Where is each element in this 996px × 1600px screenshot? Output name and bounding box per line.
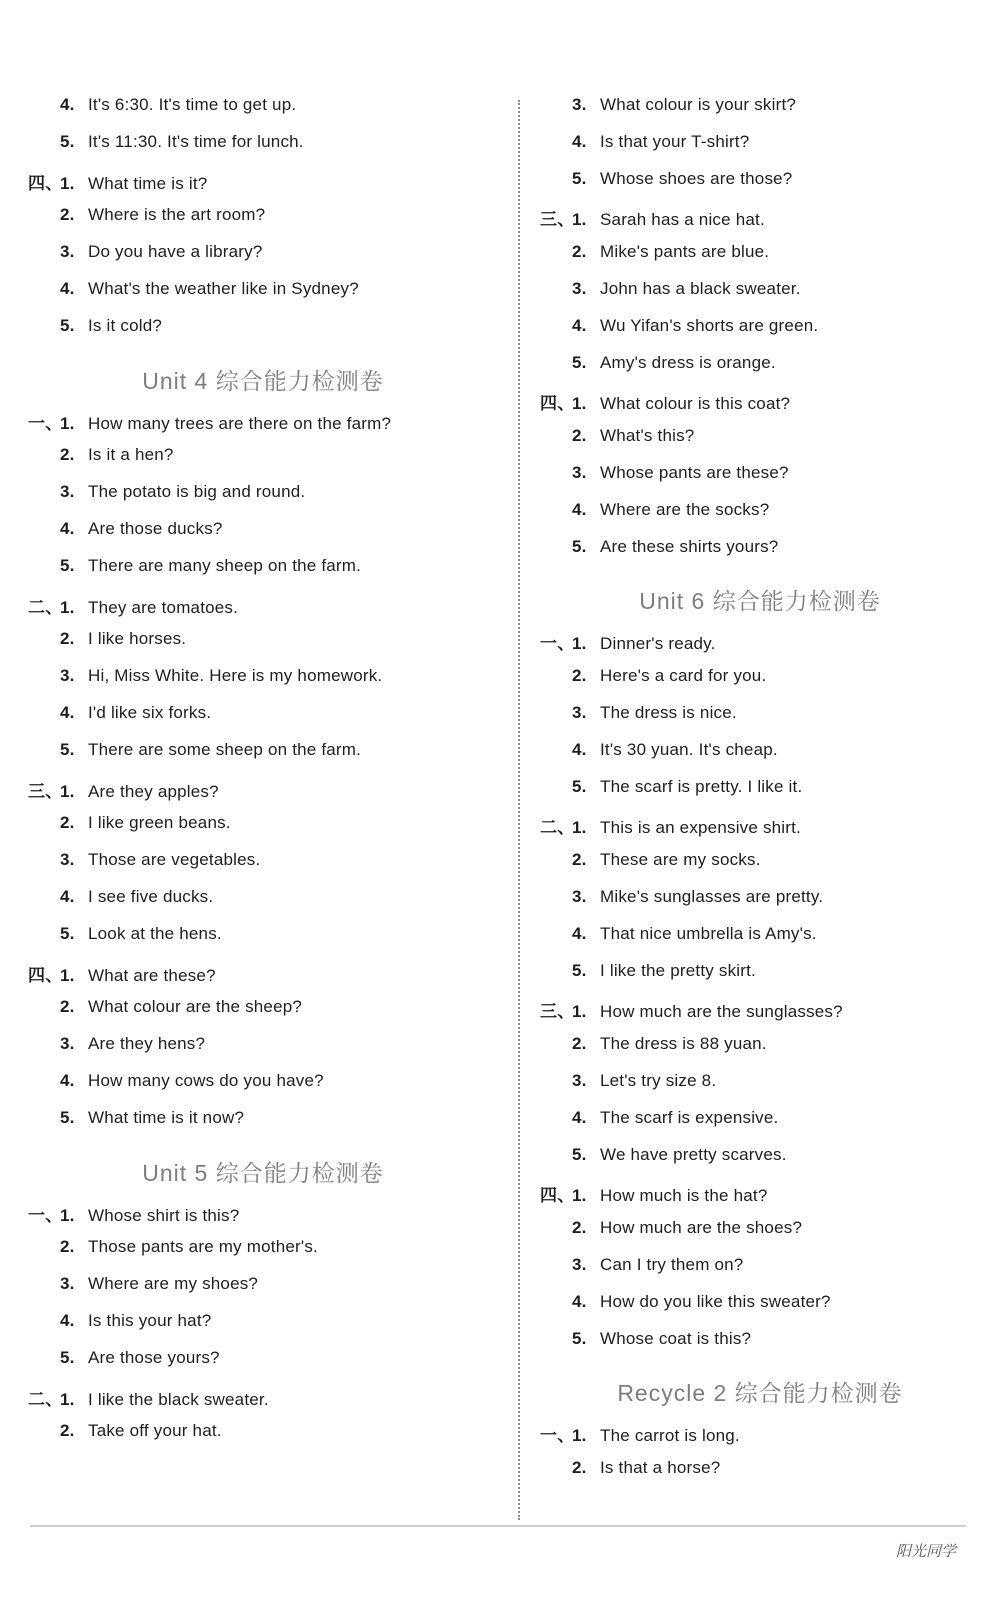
item-number: 1.: [572, 1186, 587, 1206]
answer-item: [28, 997, 498, 1034]
answer-text: Is it cold?: [88, 315, 163, 335]
answer-text: What time is it?: [88, 173, 208, 193]
answer-item: [28, 777, 498, 814]
answer-item: [540, 1218, 980, 1255]
item-number: 5.: [572, 168, 587, 188]
answer-item: [540, 777, 980, 814]
item-number: 4.: [572, 1107, 587, 1127]
item-number: 1.: [60, 781, 75, 801]
answer-text: How many trees are there on the farm?: [88, 413, 392, 433]
answer-text: Are those ducks?: [88, 518, 223, 538]
answer-text: Can I try them on?: [600, 1254, 744, 1274]
right-answer-column: [540, 95, 980, 1495]
answer-item: [540, 1255, 980, 1292]
answer-item: [540, 629, 980, 666]
section-marker: 四、: [540, 394, 575, 414]
item-number: 1.: [572, 210, 587, 230]
item-number: 5.: [60, 923, 75, 943]
answer-item: [540, 666, 980, 703]
answer-item: [28, 629, 498, 666]
item-number: 3.: [60, 1274, 75, 1294]
answer-item: [540, 279, 980, 316]
answer-text: Amy's dress is orange.: [600, 352, 776, 372]
item-number: 1.: [572, 1426, 587, 1446]
section-marker: 三、: [28, 781, 63, 801]
answer-text: I like the black sweater.: [88, 1389, 269, 1409]
answer-item: [540, 1181, 980, 1218]
section-marker: 四、: [28, 173, 63, 193]
answer-item: [28, 740, 498, 777]
item-number: 2.: [60, 1421, 75, 1441]
answer-item: [28, 279, 498, 316]
item-number: 1.: [572, 634, 587, 654]
answer-item: [540, 1292, 980, 1329]
item-number: 3.: [60, 242, 75, 262]
answer-text: What colour is this coat?: [600, 394, 791, 414]
section-title: Unit 6 综合能力检测卷: [639, 588, 881, 615]
answer-item: [28, 887, 498, 924]
answer-text: Is this your hat?: [88, 1310, 212, 1330]
answer-item: [540, 813, 980, 850]
section-title: Unit 5 综合能力检测卷: [142, 1159, 384, 1186]
answer-item: [540, 1458, 980, 1495]
item-number: 2.: [60, 813, 75, 833]
answer-item: [540, 703, 980, 740]
item-number: 4.: [60, 278, 75, 298]
answer-item: [540, 426, 980, 463]
item-number: 1.: [60, 1389, 75, 1409]
answer-text: Sarah has a nice hat.: [600, 210, 765, 230]
answer-item: [28, 961, 498, 998]
item-number: 3.: [60, 850, 75, 870]
item-number: 2.: [572, 1034, 587, 1054]
item-number: 5.: [60, 555, 75, 575]
answer-text: I like the pretty skirt.: [600, 960, 756, 980]
item-number: 4.: [572, 315, 587, 335]
answer-item: [540, 242, 980, 279]
answer-text: Whose shoes are those?: [600, 168, 793, 188]
item-number: 2.: [572, 242, 587, 262]
answer-text: Look at the hens.: [88, 923, 222, 943]
section-marker: 三、: [540, 1002, 575, 1022]
answer-text: Those pants are my mother's.: [88, 1237, 318, 1257]
item-number: 4.: [60, 1070, 75, 1090]
item-number: 2.: [572, 1218, 587, 1238]
answer-item: [540, 1329, 980, 1366]
answer-text: Dinner's ready.: [600, 634, 716, 654]
item-number: 1.: [60, 1205, 75, 1225]
item-number: 4.: [60, 95, 75, 114]
section-marker: 一、: [28, 413, 63, 433]
answer-text: That nice umbrella is Amy's.: [600, 923, 817, 943]
answer-item: [540, 924, 980, 961]
answer-item: [540, 132, 980, 169]
section-marker: 二、: [28, 1389, 63, 1409]
answer-text: How much are the shoes?: [600, 1218, 803, 1238]
answer-text: Those are vegetables.: [88, 850, 261, 870]
item-number: 1.: [60, 965, 75, 985]
item-number: 4.: [60, 886, 75, 906]
answer-item: [28, 813, 498, 850]
answer-text: Where are my shoes?: [88, 1274, 259, 1294]
item-number: 2.: [60, 997, 75, 1017]
answer-item: [28, 409, 498, 446]
answer-item: [28, 316, 498, 353]
item-number: 5.: [60, 315, 75, 335]
answer-text: There are some sheep on the farm.: [88, 739, 362, 759]
item-number: 4.: [572, 131, 587, 151]
answer-item: [28, 95, 498, 132]
answer-item: [540, 353, 980, 390]
answer-text: I see five ducks.: [88, 886, 214, 906]
answer-item: [540, 316, 980, 353]
answer-text: There are many sheep on the farm.: [88, 555, 362, 575]
answer-text: What colour are the sheep?: [88, 997, 303, 1017]
column-divider: [518, 100, 520, 1520]
answer-text: Whose coat is this?: [600, 1328, 752, 1348]
item-number: 3.: [572, 95, 587, 114]
section-marker: 四、: [28, 965, 63, 985]
answer-text: What time is it now?: [88, 1107, 245, 1127]
answer-text: This is an expensive shirt.: [600, 818, 801, 838]
item-number: 5.: [572, 1144, 587, 1164]
answer-text: The dress is nice.: [600, 702, 737, 722]
answer-item: [28, 445, 498, 482]
section-title: Recycle 2 综合能力检测卷: [617, 1380, 903, 1407]
item-number: 2.: [572, 426, 587, 446]
answer-item: [540, 205, 980, 242]
answer-item: [28, 132, 498, 169]
item-number: 2.: [60, 1237, 75, 1257]
answer-text: Whose shirt is this?: [88, 1205, 240, 1225]
section-marker: 四、: [540, 1186, 575, 1206]
answer-item: [540, 463, 980, 500]
item-number: 1.: [572, 394, 587, 414]
section-marker: 二、: [28, 597, 63, 617]
answer-text: Here's a card for you.: [600, 666, 767, 686]
answer-text: Where are the socks?: [600, 499, 770, 519]
answer-item: [28, 482, 498, 519]
answer-item: [540, 537, 980, 574]
answer-text: Are these shirts yours?: [600, 536, 779, 556]
answer-item: [540, 95, 980, 132]
answer-item: [28, 593, 498, 630]
section-marker: 一、: [540, 634, 575, 654]
item-number: 3.: [572, 1070, 587, 1090]
answer-text: Mike's sunglasses are pretty.: [600, 886, 824, 906]
item-number: 3.: [572, 702, 587, 722]
answer-text: Take off your hat.: [88, 1421, 222, 1441]
answer-text: Mike's pants are blue.: [600, 242, 770, 262]
item-number: 1.: [60, 173, 75, 193]
answer-text: It's 30 yuan. It's cheap.: [600, 739, 778, 759]
item-number: 5.: [60, 131, 75, 151]
answer-text: What's the weather like in Sydney?: [88, 278, 359, 298]
answer-item: [28, 1034, 498, 1071]
item-number: 2.: [572, 666, 587, 686]
answer-item: [28, 242, 498, 279]
answer-item: [28, 1311, 498, 1348]
item-number: 4.: [572, 499, 587, 519]
section-title: Unit 4 综合能力检测卷: [142, 367, 384, 394]
answer-text: It's 11:30. It's time for lunch.: [88, 131, 304, 151]
answer-text: I'd like six forks.: [88, 702, 212, 722]
answer-item: [28, 556, 498, 593]
item-number: 1.: [572, 1002, 587, 1022]
footer-rule: [30, 1525, 966, 1527]
item-number: 2.: [60, 445, 75, 465]
answer-text: What's this?: [600, 426, 695, 446]
item-number: 4.: [572, 923, 587, 943]
answer-text: Is it a hen?: [88, 445, 174, 465]
answer-item: [28, 703, 498, 740]
answer-text: Wu Yifan's shorts are green.: [600, 315, 819, 335]
answer-item: [28, 924, 498, 961]
answer-text: I like green beans.: [88, 813, 231, 833]
section-marker: 三、: [540, 210, 575, 230]
item-number: 3.: [572, 1254, 587, 1274]
answer-item: [540, 1071, 980, 1108]
answer-item: [28, 1108, 498, 1145]
answer-item: [540, 997, 980, 1034]
answer-item: [540, 169, 980, 206]
section-marker: 一、: [28, 1205, 63, 1225]
item-number: 3.: [572, 462, 587, 482]
answer-text: The scarf is expensive.: [600, 1107, 779, 1127]
answer-item: [28, 1201, 498, 1238]
answer-text: Whose pants are these?: [600, 462, 789, 482]
answer-text: How do you like this sweater?: [600, 1291, 831, 1311]
answer-text: Are they hens?: [88, 1034, 206, 1054]
answer-item: [540, 1421, 980, 1458]
answer-item: [540, 850, 980, 887]
answer-item: [540, 887, 980, 924]
left-answer-column: [28, 95, 498, 1458]
answer-text: Do you have a library?: [88, 242, 263, 262]
item-number: 5.: [572, 536, 587, 556]
answer-text: They are tomatoes.: [88, 597, 239, 617]
item-number: 5.: [572, 1328, 587, 1348]
answer-text: Is that your T-shirt?: [600, 131, 750, 151]
item-number: 4.: [572, 739, 587, 759]
section-marker: 一、: [540, 1426, 575, 1446]
item-number: 4.: [60, 1310, 75, 1330]
answer-text: Let's try size 8.: [600, 1070, 717, 1090]
item-number: 1.: [60, 413, 75, 433]
answer-text: The dress is 88 yuan.: [600, 1034, 767, 1054]
answer-item: [28, 1071, 498, 1108]
answer-text: Is that a horse?: [600, 1458, 721, 1478]
brand-logo-text: 阳光同学: [895, 1543, 956, 1560]
item-number: 3.: [60, 666, 75, 686]
answer-item: [28, 1274, 498, 1311]
answer-item: [28, 850, 498, 887]
item-number: 4.: [60, 518, 75, 538]
answer-item: [28, 205, 498, 242]
answer-item: [28, 519, 498, 556]
answer-text: Hi, Miss White. Here is my homework.: [88, 666, 383, 686]
item-number: 3.: [572, 886, 587, 906]
answer-item: [540, 1145, 980, 1182]
answer-item: [540, 740, 980, 777]
item-number: 5.: [60, 739, 75, 759]
item-number: 4.: [60, 702, 75, 722]
answer-text: Are they apples?: [88, 781, 219, 801]
answer-text: John has a black sweater.: [600, 278, 801, 298]
answer-item: [28, 1348, 498, 1385]
item-number: 3.: [572, 278, 587, 298]
item-number: 1.: [572, 818, 587, 838]
answer-item: [540, 1034, 980, 1071]
answer-item: [540, 1108, 980, 1145]
item-number: 5.: [572, 960, 587, 980]
answer-text: What are these?: [88, 965, 216, 985]
item-number: 4.: [572, 1291, 587, 1311]
answer-text: These are my socks.: [600, 850, 761, 870]
answer-text: How much is the hat?: [600, 1186, 768, 1206]
answer-text: Where is the art room?: [88, 205, 266, 225]
answer-item: [540, 500, 980, 537]
answer-text: I like horses.: [88, 629, 187, 649]
answer-text: How much are the sunglasses?: [600, 1002, 843, 1022]
answer-item: [540, 961, 980, 998]
item-number: 3.: [60, 482, 75, 502]
item-number: 2.: [572, 1458, 587, 1478]
section-marker: 二、: [540, 818, 575, 838]
item-number: 5.: [60, 1347, 75, 1367]
answer-text: It's 6:30. It's time to get up.: [88, 95, 297, 114]
answer-text: The scarf is pretty. I like it.: [600, 776, 803, 796]
item-number: 1.: [60, 597, 75, 617]
answer-item: [540, 389, 980, 426]
answer-text: The carrot is long.: [600, 1426, 740, 1446]
item-number: 5.: [572, 352, 587, 372]
item-number: 5.: [572, 776, 587, 796]
answer-text: How many cows do you have?: [88, 1070, 324, 1090]
answer-text: Are those yours?: [88, 1347, 220, 1367]
answer-text: We have pretty scarves.: [600, 1144, 787, 1164]
answer-item: [28, 666, 498, 703]
item-number: 3.: [60, 1034, 75, 1054]
answer-text: The potato is big and round.: [88, 482, 306, 502]
answer-item: [28, 169, 498, 206]
answer-item: [28, 1237, 498, 1274]
item-number: 2.: [60, 205, 75, 225]
item-number: 2.: [60, 629, 75, 649]
item-number: 5.: [60, 1107, 75, 1127]
answer-item: [28, 1421, 498, 1458]
answer-text: What colour is your skirt?: [600, 95, 797, 114]
answer-item: [28, 1385, 498, 1422]
item-number: 2.: [572, 850, 587, 870]
